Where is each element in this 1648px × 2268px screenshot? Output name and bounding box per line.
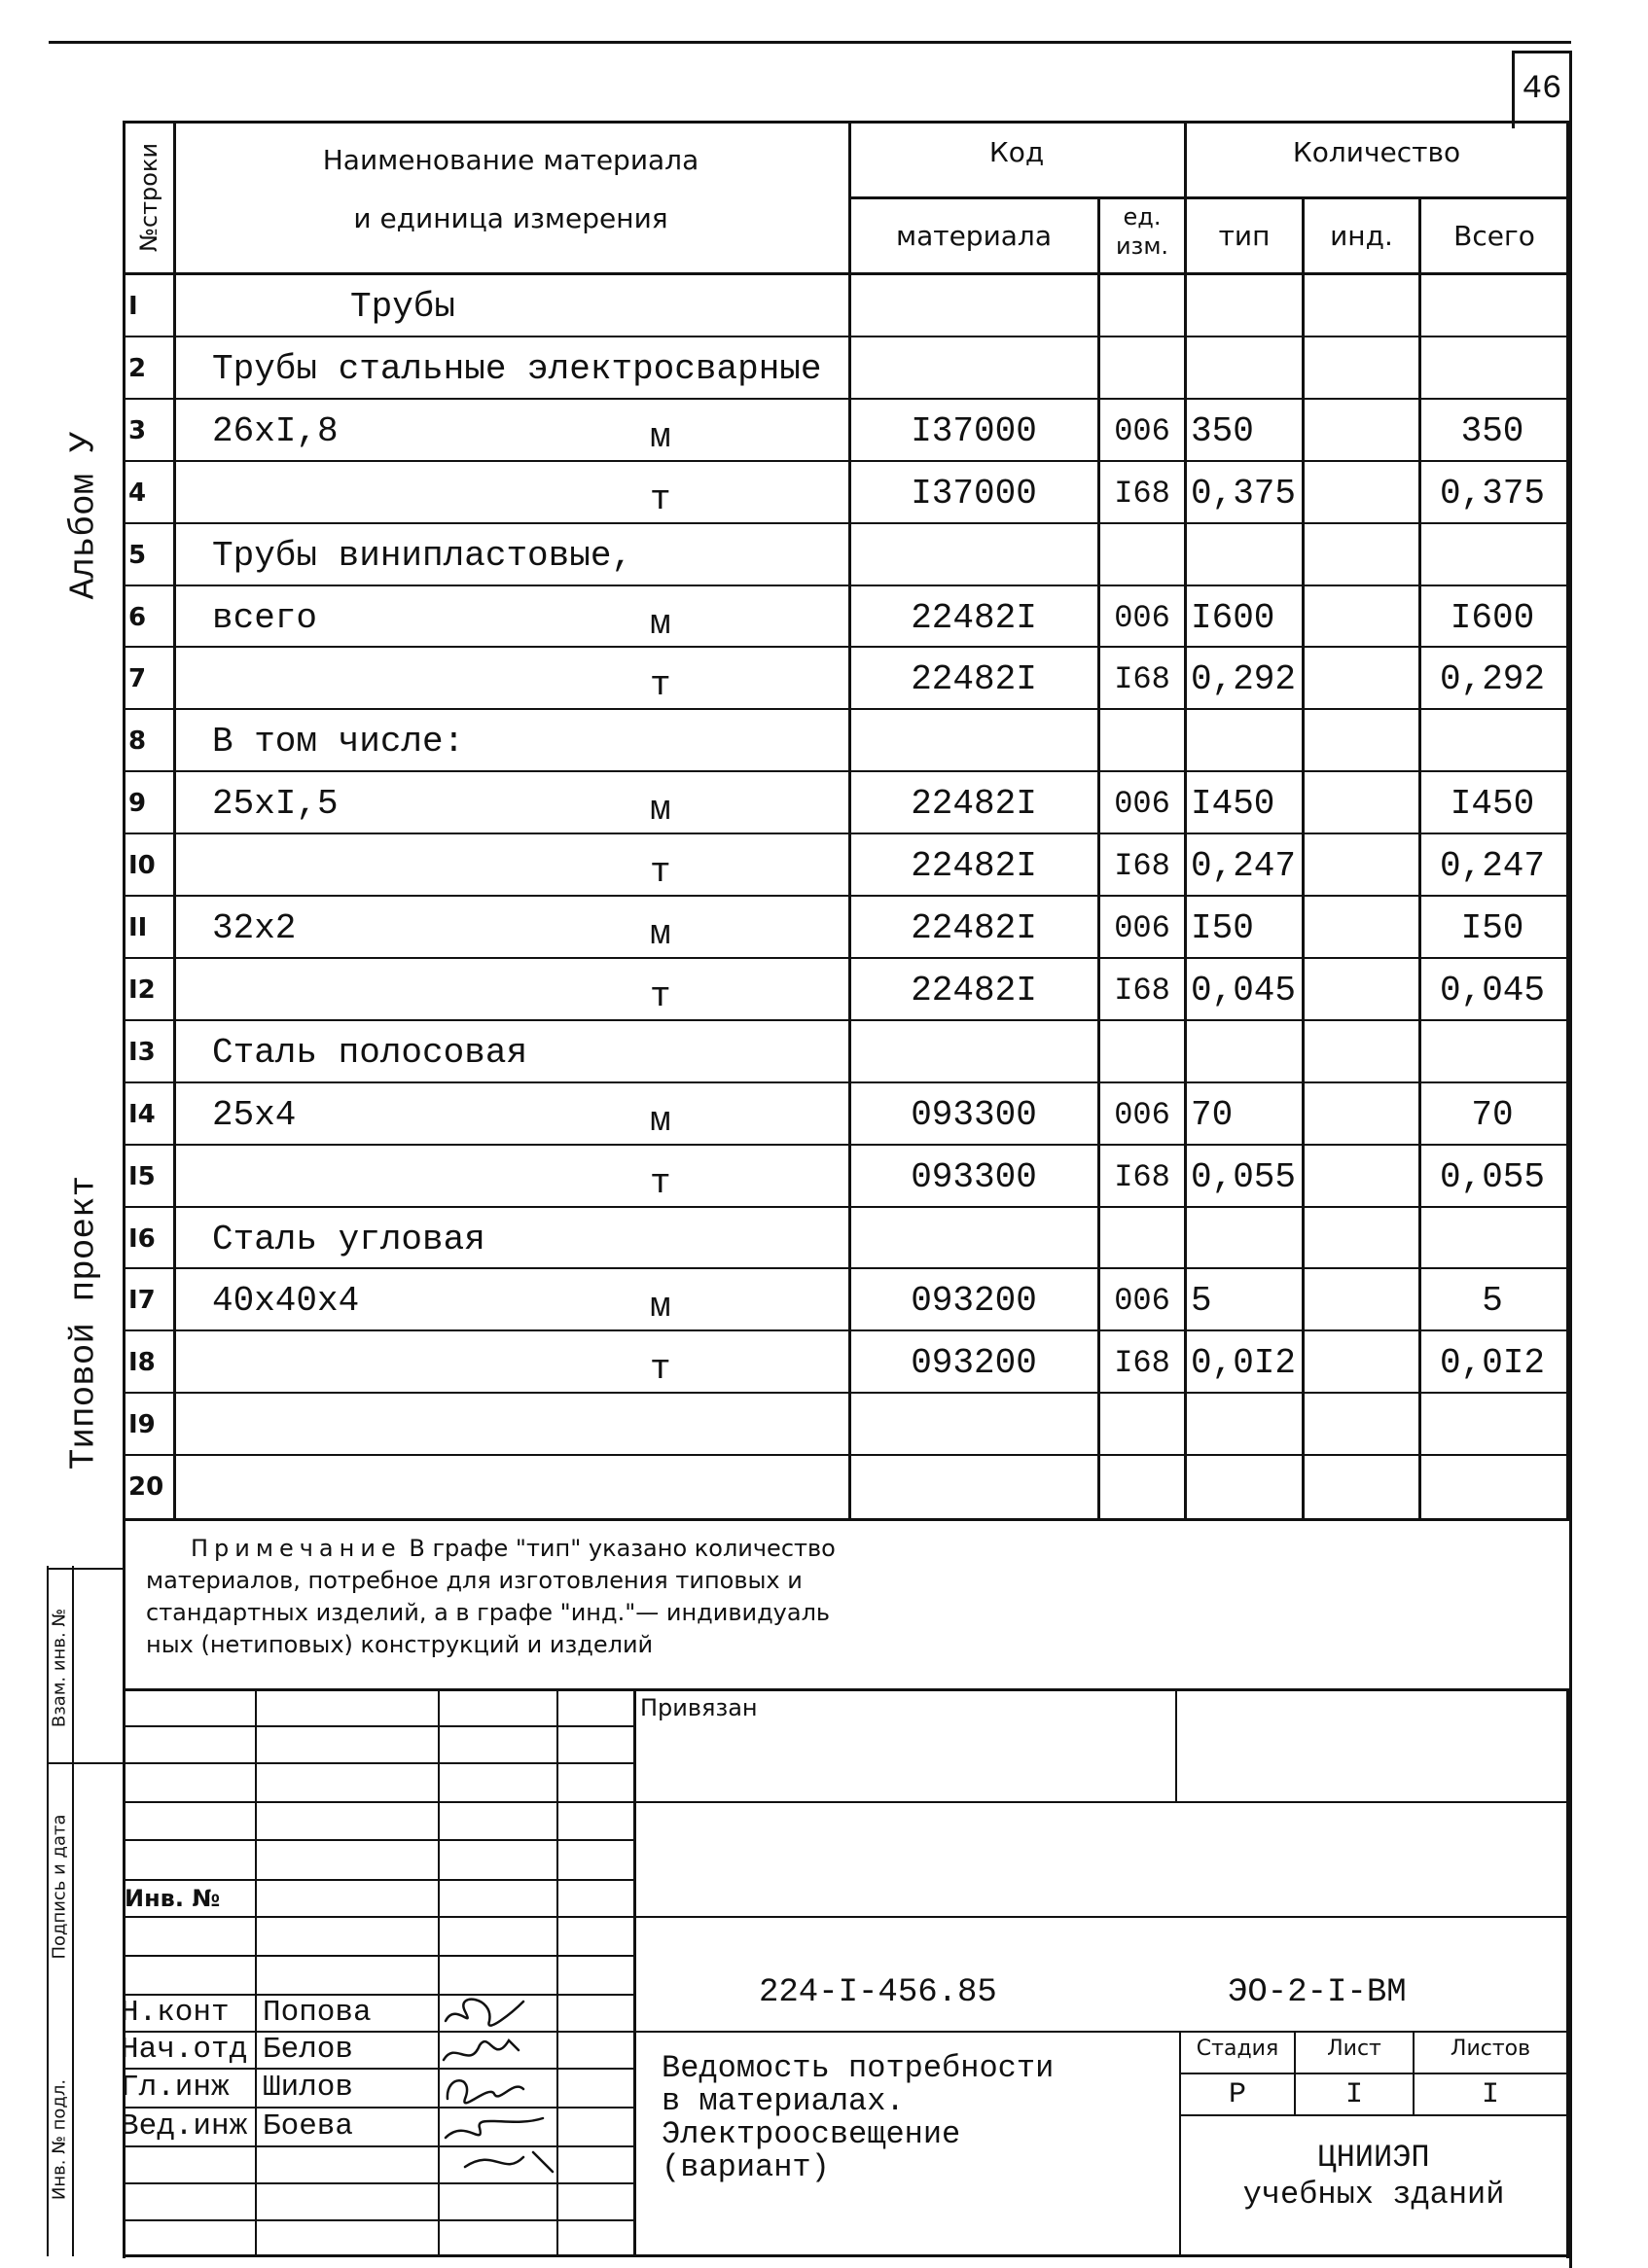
stamp-row-6 — [123, 1916, 1569, 1918]
qty-typ: I600 — [1191, 597, 1275, 638]
margin-stamp-divider — [47, 1762, 125, 1764]
qty-ind — [1305, 959, 1418, 1021]
stamp-stage-rule — [1179, 2073, 1569, 2074]
unit-code — [1100, 337, 1184, 400]
unit-name: т — [650, 1348, 671, 1389]
unit-code — [1100, 275, 1184, 337]
qty-total — [1421, 1021, 1563, 1083]
unit-name: м — [650, 789, 671, 830]
qty-ind — [1305, 1208, 1418, 1270]
row-number: I0 — [128, 851, 156, 880]
material-code: 22482I — [911, 907, 1037, 948]
qty-ind — [1305, 1456, 1418, 1518]
material-code: 22482I — [911, 845, 1037, 886]
material-code: 093200 — [911, 1342, 1037, 1383]
qty-ind — [1305, 1021, 1418, 1083]
table-bottom-border — [123, 1518, 1569, 1521]
qty-total — [1421, 1208, 1563, 1270]
qty-total: 0,055 — [1439, 1156, 1546, 1197]
qty-ind — [1305, 524, 1418, 586]
material-code: 22482I — [911, 658, 1037, 699]
stamp-sheet-label: Лист — [1327, 2037, 1381, 2061]
note-label: Примечание — [191, 1535, 402, 1562]
unit-code: 006 — [1114, 909, 1170, 946]
row-number: 3 — [128, 416, 147, 445]
qty-typ — [1189, 1456, 1302, 1518]
unit-name: т — [650, 1162, 671, 1203]
material-code: 22482I — [911, 970, 1037, 1010]
signer-role-3: Гл.инж — [121, 2070, 230, 2105]
qty-typ: 0,055 — [1191, 1156, 1297, 1197]
side-label-album: Альбом У — [63, 431, 104, 600]
stamp-col-main — [633, 1688, 636, 2256]
stamp-bottom-rule — [123, 2254, 1569, 2257]
row-number: 7 — [128, 664, 147, 693]
qty-ind — [1305, 586, 1418, 649]
row-number: 9 — [128, 789, 147, 818]
unit-name: м — [650, 1100, 671, 1141]
unit-code — [1100, 1456, 1184, 1518]
header-name-line1: Наименование материала — [322, 144, 699, 176]
material-name: 32х2 — [212, 907, 297, 948]
qty-total: I50 — [1460, 907, 1524, 948]
header-ind: инд. — [1330, 220, 1393, 252]
qty-typ: I50 — [1191, 907, 1254, 948]
unit-code — [1100, 1394, 1184, 1456]
row-number: I8 — [128, 1348, 156, 1377]
note-line1: В графе "тип" указано количество — [409, 1535, 836, 1562]
signer-name-4: Боева — [263, 2109, 354, 2144]
unit-code: I68 — [1114, 972, 1170, 1009]
stamp-row-3 — [123, 1801, 1569, 1803]
unit-name: т — [650, 851, 671, 892]
row-number: 2 — [128, 354, 147, 383]
qty-total — [1421, 337, 1563, 400]
qty-ind — [1305, 1269, 1418, 1331]
stamp-stage-value: Р — [1228, 2078, 1246, 2111]
qty-typ — [1189, 524, 1302, 586]
page-number-box-top — [1512, 51, 1572, 53]
qty-ind — [1305, 1146, 1418, 1208]
qty-typ: 70 — [1191, 1094, 1234, 1135]
signer-role-1: Н.конт — [121, 1995, 230, 2030]
header-row-number: №строки — [135, 142, 162, 253]
qty-total — [1421, 524, 1563, 586]
material-code — [850, 710, 1097, 772]
table-right-border — [1566, 121, 1569, 1521]
unit-code: 006 — [1114, 785, 1170, 822]
qty-ind — [1305, 462, 1418, 524]
material-name: 26хI,8 — [212, 410, 339, 451]
material-name: 40х40х4 — [212, 1280, 360, 1321]
stamp-col-1 — [255, 1688, 257, 2256]
qty-typ: 5 — [1191, 1280, 1212, 1321]
header-total: Всего — [1453, 220, 1535, 252]
stamp-row-7 — [123, 1955, 634, 1957]
stamp-right-border — [1566, 1688, 1569, 2258]
material-code: 093200 — [911, 1280, 1037, 1321]
stamp-row-5 — [123, 1879, 634, 1881]
row-number: 5 — [128, 541, 147, 570]
material-code: 22482I — [911, 783, 1037, 824]
header-material: материала — [895, 220, 1052, 252]
material-name: 25х4 — [212, 1094, 297, 1135]
stamp-row-1 — [123, 1725, 634, 1727]
qty-total — [1421, 1394, 1563, 1456]
qty-total: 70 — [1471, 1094, 1514, 1135]
qty-typ: I450 — [1191, 783, 1275, 824]
material-name: Сталь угловая — [212, 1219, 485, 1259]
margin-stamp-signature-date: Подпись и дата — [49, 1814, 70, 1960]
stamp-row-4 — [123, 1839, 634, 1841]
qty-ind — [1305, 1394, 1418, 1456]
qty-total — [1421, 1456, 1563, 1518]
qty-typ — [1189, 275, 1302, 337]
unit-name: т — [650, 975, 671, 1016]
col-line-rownum — [173, 121, 176, 1521]
unit-code: 006 — [1114, 1282, 1170, 1319]
qty-typ: 0,292 — [1191, 658, 1297, 699]
stamp-sheet-value: I — [1344, 2078, 1363, 2111]
material-code: I37000 — [911, 410, 1037, 451]
handwritten-signatures — [436, 1992, 572, 2186]
unit-name: т — [650, 664, 671, 705]
qty-ind — [1305, 772, 1418, 834]
qty-total: 0,292 — [1439, 658, 1546, 699]
qty-total: I600 — [1450, 597, 1535, 638]
col-line-typ — [1184, 121, 1187, 1521]
note-line2: материалов, потребное для изготовления типовых и — [146, 1567, 803, 1594]
margin-stamp-replaced: Взам. инв. № — [49, 1608, 70, 1728]
qty-total: 5 — [1482, 1280, 1503, 1321]
header-quantity: Количество — [1292, 136, 1461, 168]
unit-code — [1100, 710, 1184, 772]
table-top-border — [123, 121, 1569, 124]
qty-ind — [1305, 275, 1418, 337]
signer-name-3: Шилов — [263, 2070, 354, 2105]
row-number: I9 — [128, 1410, 156, 1439]
qty-total: 0,375 — [1439, 473, 1546, 514]
material-code: 093300 — [911, 1156, 1037, 1197]
stamp-inv-no: Инв. № — [125, 1885, 221, 1912]
unit-code — [1100, 1021, 1184, 1083]
unit-name: м — [650, 1286, 671, 1327]
material-name: 25хI,5 — [212, 783, 339, 824]
unit-code: I68 — [1114, 1158, 1170, 1195]
material-code — [850, 524, 1097, 586]
row-number: I — [128, 292, 138, 321]
row-number: II — [128, 913, 148, 942]
qty-typ: 0,247 — [1191, 845, 1297, 886]
material-name: В том числе: — [212, 721, 465, 762]
row-number: 4 — [128, 478, 147, 508]
side-label-project: Типовой проект — [63, 1175, 104, 1471]
top-rule — [49, 41, 1571, 44]
qty-ind — [1305, 648, 1418, 710]
qty-total: 350 — [1460, 410, 1524, 451]
unit-code — [1100, 1208, 1184, 1270]
row-number: I5 — [128, 1162, 156, 1191]
material-code: 093300 — [911, 1094, 1037, 1135]
qty-ind — [1305, 337, 1418, 400]
stamp-row-14 — [123, 2219, 634, 2221]
material-code: I37000 — [911, 473, 1037, 514]
stamp-sheet-code: ЭО-2-I-ВМ — [1228, 1974, 1407, 2011]
qty-ind — [1305, 834, 1418, 897]
material-name: Трубы винипластовые, — [212, 535, 633, 576]
header-typ: тип — [1218, 220, 1271, 252]
qty-total: 0,045 — [1439, 970, 1546, 1010]
stamp-privyazan: Привязан — [640, 1694, 758, 1721]
qty-total: 0,0I2 — [1439, 1342, 1546, 1383]
material-name: всего — [212, 597, 318, 638]
unit-code — [1100, 524, 1184, 586]
page-number: 46 — [1522, 71, 1562, 108]
qty-typ: 0,0I2 — [1191, 1342, 1297, 1383]
note-line3: стандартных изделий, а в графе "инд."— индивидуаль — [146, 1599, 831, 1626]
qty-ind — [1305, 897, 1418, 959]
unit-code: 006 — [1114, 599, 1170, 636]
unit-code: 006 — [1114, 412, 1170, 449]
row-number: I3 — [128, 1038, 156, 1067]
margin-stamp-divider-top — [47, 1568, 125, 1570]
stamp-sheets-label: Листов — [1450, 2037, 1531, 2061]
unit-name: м — [650, 603, 671, 644]
signer-name-1: Попова — [263, 1995, 372, 2030]
material-code — [850, 1021, 1097, 1083]
stamp-title: Ведомость потребности в материалах. Электроосвещение (вариант) — [662, 2050, 1055, 2185]
stamp-top-rule — [123, 1688, 1569, 1691]
row-number: I7 — [128, 1286, 156, 1315]
row-number: 8 — [128, 726, 147, 756]
unit-code: I68 — [1114, 1344, 1170, 1381]
row-number: I6 — [128, 1224, 156, 1254]
material-name: Трубы стальные электросварные — [212, 348, 822, 389]
qty-typ: 0,045 — [1191, 970, 1297, 1010]
stamp-title-rule — [633, 2031, 1569, 2033]
stamp-col-privyazan — [1175, 1688, 1177, 1801]
qty-ind — [1305, 710, 1418, 772]
qty-ind — [1305, 400, 1418, 462]
material-name: Трубы — [350, 286, 456, 327]
signer-name-2: Белов — [263, 2032, 354, 2067]
right-frame — [1569, 51, 1572, 2268]
unit-name: м — [650, 913, 671, 954]
row-number: I2 — [128, 975, 156, 1005]
material-code: 22482I — [911, 597, 1037, 638]
qty-total: 0,247 — [1439, 845, 1546, 886]
qty-typ — [1189, 710, 1302, 772]
qty-typ — [1189, 1208, 1302, 1270]
qty-ind — [1305, 1083, 1418, 1146]
signer-role-4: Вед.инж — [121, 2109, 248, 2144]
note-block — [146, 1533, 1411, 1661]
stamp-stage-label: Стадия — [1196, 2037, 1279, 2061]
stamp-sheets-value: I — [1481, 2078, 1499, 2111]
qty-total: I450 — [1450, 783, 1535, 824]
material-name: Сталь полосовая — [212, 1032, 528, 1073]
material-code — [850, 337, 1097, 400]
row-number: 6 — [128, 603, 147, 632]
qty-ind — [1305, 1331, 1418, 1394]
qty-typ — [1189, 1021, 1302, 1083]
header-name-line2: и единица измерения — [353, 202, 668, 234]
unit-name: т — [650, 478, 671, 519]
stamp-organization: ЦНИИЭП учебных зданий — [1242, 2140, 1505, 2213]
row-number: 20 — [128, 1472, 164, 1502]
qty-typ — [1189, 337, 1302, 400]
qty-total — [1421, 710, 1563, 772]
unit-name: м — [650, 416, 671, 457]
unit-code: 006 — [1114, 1096, 1170, 1133]
stamp-org-rule — [1179, 2114, 1569, 2116]
header-code: Код — [988, 136, 1045, 168]
unit-code: I68 — [1114, 475, 1170, 512]
qty-typ: 0,375 — [1191, 473, 1297, 514]
signer-role-2: Нач.отд — [121, 2032, 248, 2067]
material-code — [850, 1394, 1097, 1456]
table-left-border — [123, 121, 125, 2258]
unit-code: I68 — [1114, 847, 1170, 884]
qty-total — [1421, 275, 1563, 337]
margin-stamp-inventory: Инв. № подл. — [49, 2078, 70, 2201]
row-number: I4 — [128, 1100, 156, 1129]
header-unit: ед. изм. — [1115, 203, 1169, 260]
qty-typ — [1189, 1394, 1302, 1456]
note-line4: ных (нетиповых) конструкций и изделий — [146, 1631, 654, 1658]
qty-typ: 350 — [1191, 410, 1254, 451]
material-code — [850, 1208, 1097, 1270]
stamp-doc-number: 224-I-456.85 — [759, 1974, 997, 2011]
unit-code: I68 — [1114, 660, 1170, 697]
stamp-row-2 — [123, 1762, 634, 1764]
material-code — [850, 1456, 1097, 1518]
material-code — [850, 275, 1097, 337]
